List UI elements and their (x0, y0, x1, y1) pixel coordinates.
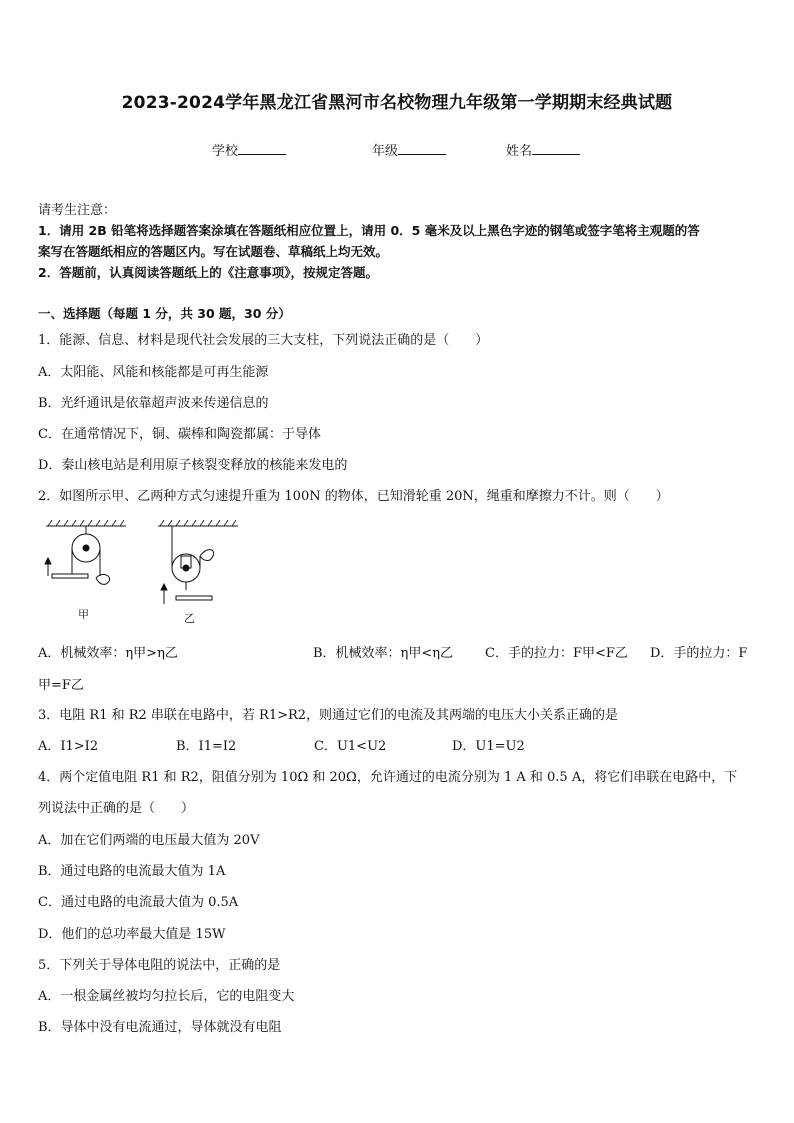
q2-option-b: B．机械效率：η甲<η乙 (313, 646, 454, 661)
q2-option-d-part-1: D．手的拉力：F (650, 646, 748, 661)
fig-label-b: 乙 (184, 612, 195, 625)
q4-option-a: A．加在它们两端的电压最大值为 20V (38, 833, 260, 848)
grade-blank[interactable] (398, 142, 446, 155)
q3-stem: 3．电阻 R1 和 R2 串联在电路中，若 R1>R2，则通过它们的电流及其两端的电压大小关系正确的是 (38, 708, 619, 723)
q3-option-b: B．I1=I2 (176, 739, 237, 754)
fig-label-a: 甲 (78, 608, 89, 621)
grade-field (372, 140, 446, 159)
q2-option-a: A．机械效率：η甲>η乙 (38, 646, 178, 661)
section-heading: 一、选择题（每题 1 分，共 30 题，30 分） (38, 306, 291, 321)
q2-stem: 2．如图所示甲、乙两种方式匀速提升重为 100N 的物体，已知滑轮重 20N，绳重和摩擦力不计。则（ ） (38, 489, 669, 504)
q5-option-a: A．一根金属丝被均匀拉长后，它的电阻变大 (38, 989, 295, 1004)
q4-option-c: C．通过电路的电流最大值为 0.5A (38, 895, 239, 910)
q4-stem-line-1: 4．两个定值电阻 R1 和 R2，阻值分别为 10Ω 和 20Ω，允许通过的电流分别为 1 A 和 0.5 A，将它们串联在电路中，下 (38, 770, 738, 785)
name-label: 姓名 (506, 144, 533, 159)
notice-item-2: 2．答题前，认真阅读答题纸上的《注意事项》，按规定答题。 (38, 265, 378, 280)
fixed-pulley-diagram (45, 520, 126, 584)
q3-option-a: A．I1>I2 (38, 739, 99, 754)
notice-heading: 请考生注意： (38, 203, 117, 218)
school-blank[interactable] (238, 142, 286, 155)
q2-option-c: C．手的拉力：F甲<F乙 (485, 646, 628, 661)
movable-pulley-diagram (158, 520, 238, 604)
school-label: 学校 (212, 144, 239, 159)
q3-option-d: D．U1=U2 (452, 739, 525, 754)
q4-option-b: B．通过电路的电流最大值为 1A (38, 864, 226, 879)
q4-stem-line-2: 列说法中正确的是（ ） (38, 801, 195, 816)
q4-option-d: D．他们的总功率最大值是 15W (38, 927, 226, 942)
grade-label: 年级 (372, 144, 399, 159)
q5-stem: 5．下列关于导体电阻的说法中，正确的是 (38, 958, 281, 973)
q1-option-b: B．光纤通讯是依靠超声波来传递信息的 (38, 396, 269, 411)
q1-option-c: C．在通常情况下，铜、碳棒和陶瓷都属：于导体 (38, 427, 321, 442)
name-field (506, 140, 580, 159)
q3-option-c: C．U1<U2 (314, 739, 387, 754)
q1-option-a: A．太阳能、风能和核能都是可再生能源 (38, 365, 269, 380)
pulley-figure (38, 518, 248, 628)
q5-option-b: B．导体中没有电流通过，导体就没有电阻 (38, 1020, 282, 1035)
q1-option-d: D．秦山核电站是利用原子核裂变释放的核能来发电的 (38, 458, 348, 473)
notice-item-1-line-1: 1．请用 2B 铅笔将选择题答案涂填在答题纸相应位置上，请用 0．5 毫米及以上黑色字迹的钢笔或签字笔将主观题的答 (38, 223, 700, 238)
page-title: 2023-2024学年黑龙江省黑河市名校物理九年级第一学期期末经典试题 (121, 93, 673, 113)
q2-option-d-part-2: 甲=F乙 (38, 678, 84, 693)
q1-stem: 1．能源、信息、材料是现代社会发展的三大支柱，下列说法正确的是（ ） (38, 333, 489, 348)
school-field (212, 140, 286, 159)
name-blank[interactable] (532, 142, 580, 155)
notice-item-1-line-2: 案写在答题纸相应的答题区内。写在试题卷、草稿纸上均无效。 (38, 244, 389, 259)
